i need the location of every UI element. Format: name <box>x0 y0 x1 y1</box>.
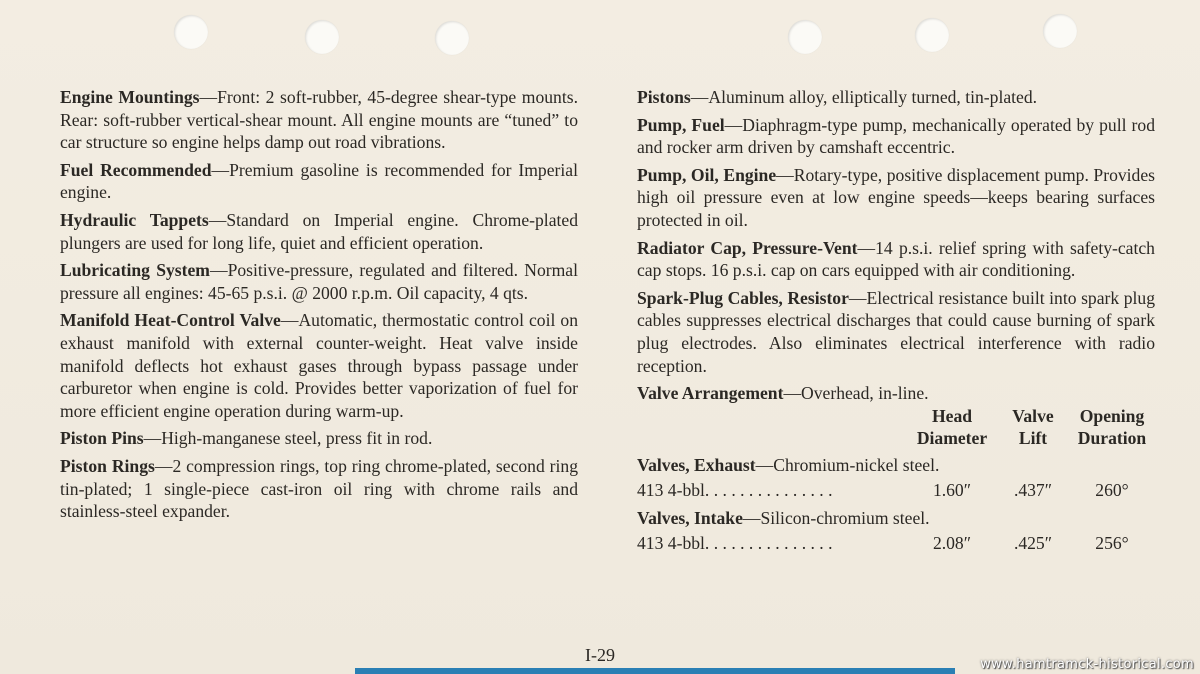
spec-entry <box>637 86 1155 109</box>
spec-entry <box>60 259 578 304</box>
spec-term: Valves, Intake <box>637 508 743 529</box>
valve-lift-value: .437″ <box>1013 479 1053 500</box>
spec-term: Engine Mountings <box>60 87 200 107</box>
table-row <box>637 479 1155 502</box>
spec-term: Manifold Heat-Control Valve <box>60 310 281 331</box>
spec-entry <box>637 114 1155 159</box>
spec-term: Hydraulic Tappets <box>60 209 209 230</box>
header-head-diameter <box>907 405 997 450</box>
left-column <box>60 86 578 528</box>
spec-text: —Rotary-type, positive displacement pump. Provides high oil pressure even at low engine speeds—keeps bearing surfaces protected in oil. <box>637 164 1155 230</box>
binder-hole-4 <box>788 20 822 54</box>
spec-entry <box>60 455 578 523</box>
spec-term: Lubricating System <box>60 260 210 281</box>
spec-entry <box>60 209 578 254</box>
binder-hole-1 <box>174 15 208 49</box>
spec-term: Spark-Plug Cables, Resistor <box>637 287 849 308</box>
spec-term: Piston Rings <box>60 455 155 476</box>
header-valve-lift <box>997 405 1069 450</box>
spec-term: Pump, Oil, Engine <box>637 164 777 185</box>
spec-entry <box>60 86 578 154</box>
header-line: Lift <box>1018 428 1048 449</box>
binder-hole-5 <box>915 18 949 52</box>
header-opening-duration <box>1069 405 1155 450</box>
spec-text: —Positive-pressure, regulated and filtered. Normal pressure all engines: 45-65 p.s.i. @ 2000 r.p.m. Oil capacity, 4 qts. <box>60 260 579 303</box>
valve-table-header <box>637 405 1155 450</box>
table-row <box>637 532 1155 555</box>
spec-text: —Electrical resistance built into spark plug cables suppresses electrical discharges that could cause burning of spark plug electrodes. Also eliminates electrical interference with radio reception. <box>637 287 1156 376</box>
spec-text: —2 compression rings, top ring chrome-plated, second ring tin-plated; 1 single-piece cast-iron oil ring with chrome rails and stainless-steel expander. <box>60 455 579 522</box>
header-line: Opening <box>1079 405 1145 426</box>
spec-term: Pistons <box>637 87 691 107</box>
spec-term: Piston Pins <box>60 428 144 449</box>
spec-entry <box>637 382 1155 405</box>
spec-text: —Silicon-chromium steel. <box>742 508 930 529</box>
spec-text: —Overhead, in-line. <box>783 383 929 404</box>
spec-text: —Chromium-nickel steel. <box>755 454 940 475</box>
watermark-text: www.hamtramck-historical.com <box>980 657 1194 672</box>
spec-entry <box>637 164 1155 232</box>
valves-exhaust-heading <box>637 454 1155 477</box>
head-diameter-value: 2.08″ <box>932 532 972 553</box>
spec-entry <box>637 237 1155 282</box>
head-diameter-value: 1.60″ <box>932 479 972 500</box>
spec-term: Fuel Recommended <box>60 159 212 180</box>
spec-text: —Aluminum alloy, elliptically turned, tin-plated. <box>690 87 1038 107</box>
spec-term: Pump, Fuel <box>637 114 725 135</box>
spec-text: —Automatic, thermostatic control coil on exhaust manifold with external counter-weight. Heat valve inside manifold deflects hot exhaust gases through bypass passage under carburetor when engine is cold. Provides better vaporization of fuel for more efficient engine operation during warm-up. <box>60 310 578 421</box>
spec-text: —Front: 2 soft-rubber, 45-degree shear-type mounts. Rear: soft-rubber vertical-shear mount. All engine mounts are “tuned” to car structure so engine helps damp out road vibrations. <box>60 87 578 153</box>
spec-text: —Premium gasoline is recommended for Imperial engine. <box>60 159 578 203</box>
spec-text: —14 p.s.i. relief spring with safety-catch cap stops. 16 p.s.i. cap on cars equipped with air conditioning. <box>637 237 1155 281</box>
spec-entry <box>60 427 578 450</box>
valve-lift-value: .425″ <box>1013 532 1053 553</box>
header-line: Head <box>931 405 973 426</box>
binder-hole-6 <box>1043 14 1077 48</box>
spec-text: —Standard on Imperial engine. Chrome-plated plungers are used for long life, quiet and efficient operation. <box>60 209 578 253</box>
binder-hole-3 <box>435 21 469 55</box>
engine-label: 413 4-bbl. . . . . . . . . . . . . . . <box>637 479 833 500</box>
header-line: Diameter <box>916 428 988 449</box>
header-line: Duration <box>1077 428 1147 449</box>
spec-term: Valves, Exhaust <box>637 454 756 475</box>
spec-term: Radiator Cap, Pressure-Vent <box>637 237 858 258</box>
opening-duration-value: 256° <box>1095 532 1129 553</box>
page-number: I-29 <box>585 645 615 665</box>
header-line: Valve <box>1012 405 1054 426</box>
spec-entry <box>60 309 578 422</box>
binder-hole-2 <box>305 20 339 54</box>
spec-text: —High-manganese steel, press fit in rod. <box>143 428 433 449</box>
engine-label: 413 4-bbl. . . . . . . . . . . . . . . <box>637 532 833 553</box>
spec-term: Valve Arrangement <box>637 383 784 404</box>
right-column <box>637 86 1155 560</box>
spec-entry <box>637 287 1155 377</box>
valves-intake-heading <box>637 507 1155 530</box>
blue-edge-strip <box>355 668 955 674</box>
spec-entry <box>60 159 578 204</box>
opening-duration-value: 260° <box>1095 479 1129 500</box>
spec-text: —Diaphragm-type pump, mechanically operated by pull rod and rocker arm driven by camshaft eccentric. <box>637 114 1155 158</box>
